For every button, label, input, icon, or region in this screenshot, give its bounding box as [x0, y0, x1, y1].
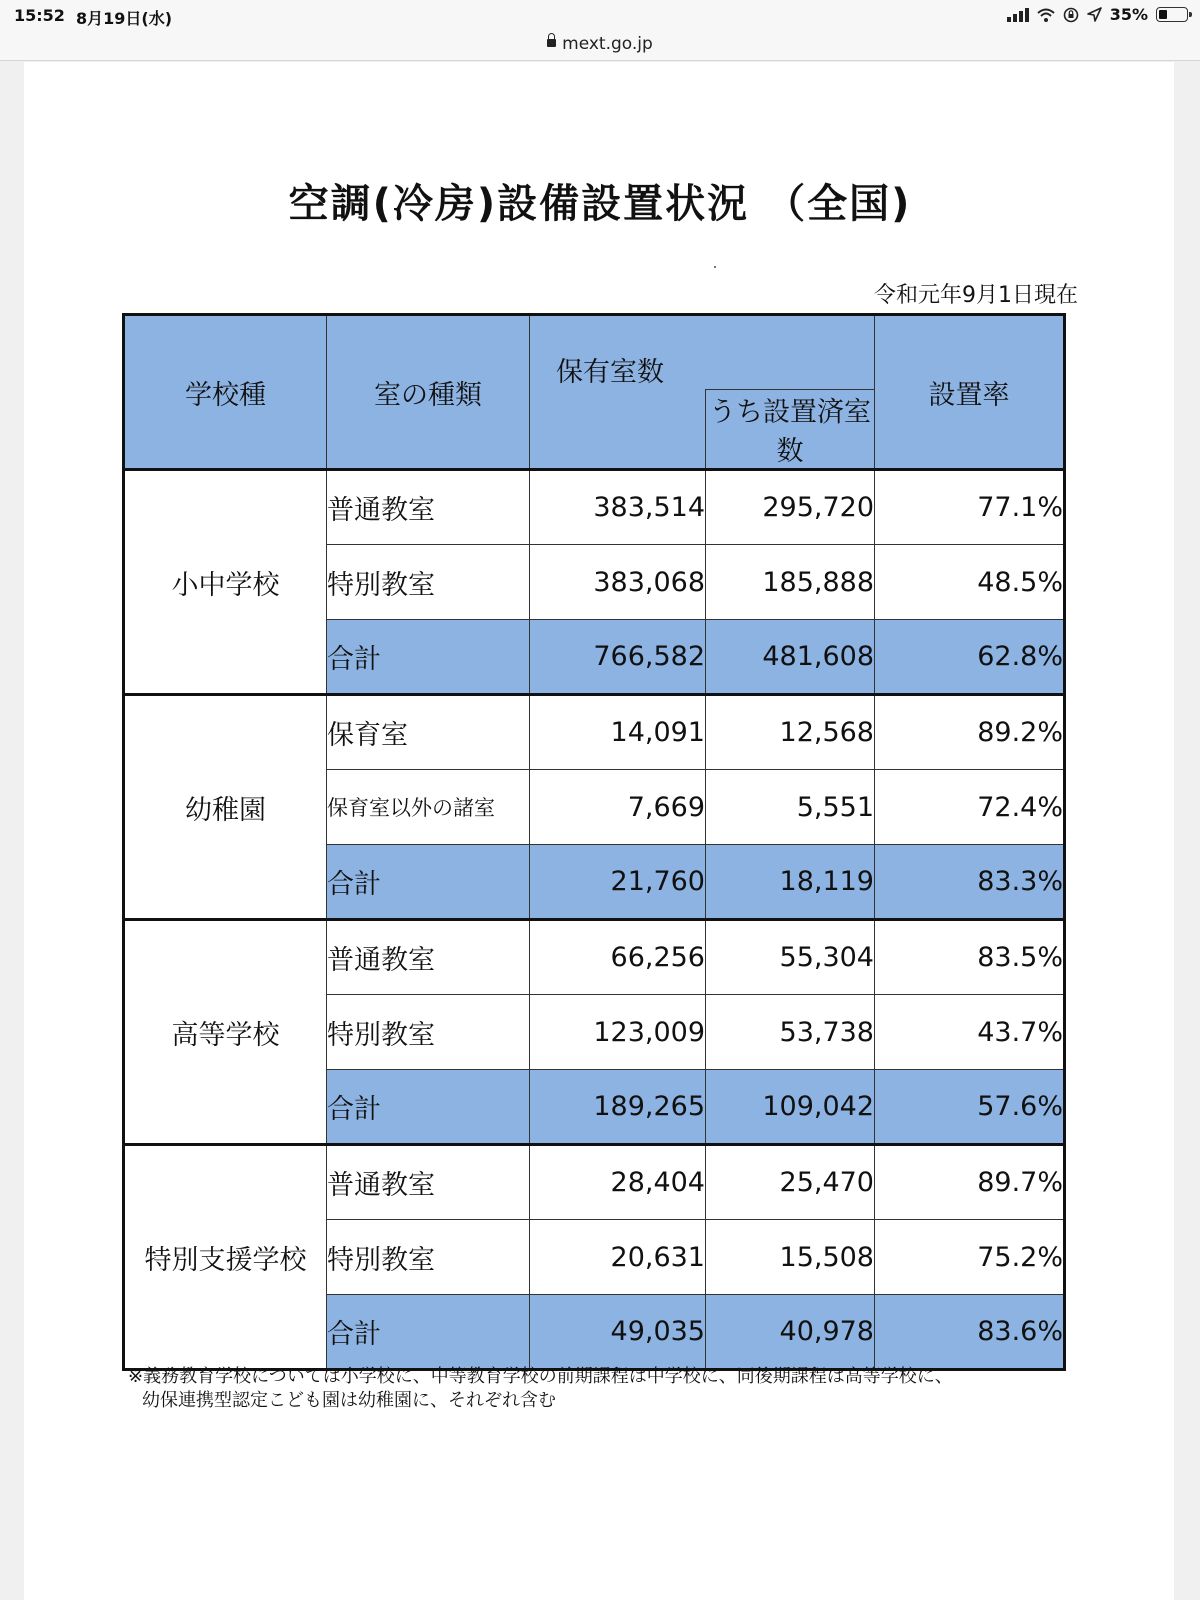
installed-cell: 53,738 [706, 995, 875, 1070]
footnote [128, 1365, 953, 1413]
room-cell: 普通教室 [327, 1145, 530, 1220]
table-row [124, 695, 1065, 770]
lock-icon [547, 39, 556, 47]
installed-cell: 40,978 [706, 1295, 875, 1370]
rate-cell: 75.2% [875, 1220, 1065, 1295]
room-cell: 保育室以外の諸室 [327, 770, 530, 845]
status-icons [1007, 5, 1188, 24]
url-text: mext.go.jp [562, 34, 653, 54]
owned-cell: 20,631 [530, 1220, 706, 1295]
room-cell: 合計 [327, 1295, 530, 1370]
owned-cell: 383,068 [530, 545, 706, 620]
room-cell: 合計 [327, 845, 530, 920]
owned-cell: 66,256 [530, 920, 706, 995]
header-room-type: 室の種類 [327, 315, 530, 470]
rate-cell: 89.2% [875, 695, 1065, 770]
installed-cell: 55,304 [706, 920, 875, 995]
aircon-installation-table [122, 313, 1066, 1371]
location-arrow-icon [1087, 7, 1102, 22]
owned-cell: 123,009 [530, 995, 706, 1070]
installed-cell: 5,551 [706, 770, 875, 845]
rate-cell: 89.7% [875, 1145, 1065, 1220]
footnote-line-1: ※義務教育学校については小学校に、中等教育学校の前期課程は中学校に、同後期課程は高等学校に、 [128, 1366, 953, 1387]
owned-cell: 383,514 [530, 470, 706, 545]
installed-cell: 18,119 [706, 845, 875, 920]
status-bar [0, 0, 1200, 32]
owned-cell: 189,265 [530, 1070, 706, 1145]
table-row [124, 470, 1065, 545]
installed-cell: 109,042 [706, 1070, 875, 1145]
installed-cell: 12,568 [706, 695, 875, 770]
installed-cell: 25,470 [706, 1145, 875, 1220]
room-cell: 特別教室 [327, 1220, 530, 1295]
room-cell: 合計 [327, 620, 530, 695]
as-of-date: 令和元年9月1日現在 [874, 283, 1078, 308]
status-time: 15:52 [14, 6, 65, 25]
cellular-signal-icon [1007, 8, 1029, 22]
status-date: 8月19日(水) [76, 9, 173, 28]
installed-cell: 295,720 [706, 470, 875, 545]
rate-cell: 83.5% [875, 920, 1065, 995]
page-title: 空調(冷房)設備設置状況 （全国) [288, 181, 912, 227]
owned-cell: 49,035 [530, 1295, 706, 1370]
room-cell: 特別教室 [327, 545, 530, 620]
table-row [124, 920, 1065, 995]
battery-percent: 35% [1109, 5, 1148, 24]
room-cell: 合計 [327, 1070, 530, 1145]
rate-cell: 62.8% [875, 620, 1065, 695]
school-type-cell: 特別支援学校 [124, 1145, 327, 1370]
school-type-cell: 幼稚園 [124, 695, 327, 920]
wifi-icon [1037, 8, 1055, 22]
room-cell: 特別教室 [327, 995, 530, 1070]
installed-cell: 481,608 [706, 620, 875, 695]
school-type-cell: 高等学校 [124, 920, 327, 1145]
school-type-cell: 小中学校 [124, 470, 327, 695]
header-school-type: 学校種 [124, 315, 327, 470]
table-row [124, 1145, 1065, 1220]
installed-cell: 185,888 [706, 545, 875, 620]
header-owned-spacer [530, 390, 706, 470]
address-bar[interactable] [0, 32, 1200, 61]
installed-cell: 15,508 [706, 1220, 875, 1295]
header-rooms-installed: うち設置済室数 [706, 390, 875, 470]
rate-cell: 77.1% [875, 470, 1065, 545]
owned-cell: 21,760 [530, 845, 706, 920]
footnote-line-2: 幼保連携型認定こども園は幼稚園に、それぞれ含む [142, 1390, 556, 1411]
screen-rotation-lock-icon [1063, 7, 1079, 23]
rate-cell: 83.3% [875, 845, 1065, 920]
owned-cell: 14,091 [530, 695, 706, 770]
room-cell: 普通教室 [327, 470, 530, 545]
url-display[interactable] [0, 34, 1200, 54]
header-install-rate: 設置率 [875, 315, 1065, 470]
battery-icon [1156, 7, 1188, 22]
rate-cell: 43.7% [875, 995, 1065, 1070]
owned-cell: 766,582 [530, 620, 706, 695]
rate-cell: 48.5% [875, 545, 1065, 620]
stray-dot [714, 266, 716, 268]
rate-cell: 57.6% [875, 1070, 1065, 1145]
room-cell: 普通教室 [327, 920, 530, 995]
rate-cell: 72.4% [875, 770, 1065, 845]
owned-cell: 28,404 [530, 1145, 706, 1220]
owned-cell: 7,669 [530, 770, 706, 845]
header-rooms-owned: 保有室数 [530, 315, 875, 390]
rate-cell: 83.6% [875, 1295, 1065, 1370]
room-cell: 保育室 [327, 695, 530, 770]
